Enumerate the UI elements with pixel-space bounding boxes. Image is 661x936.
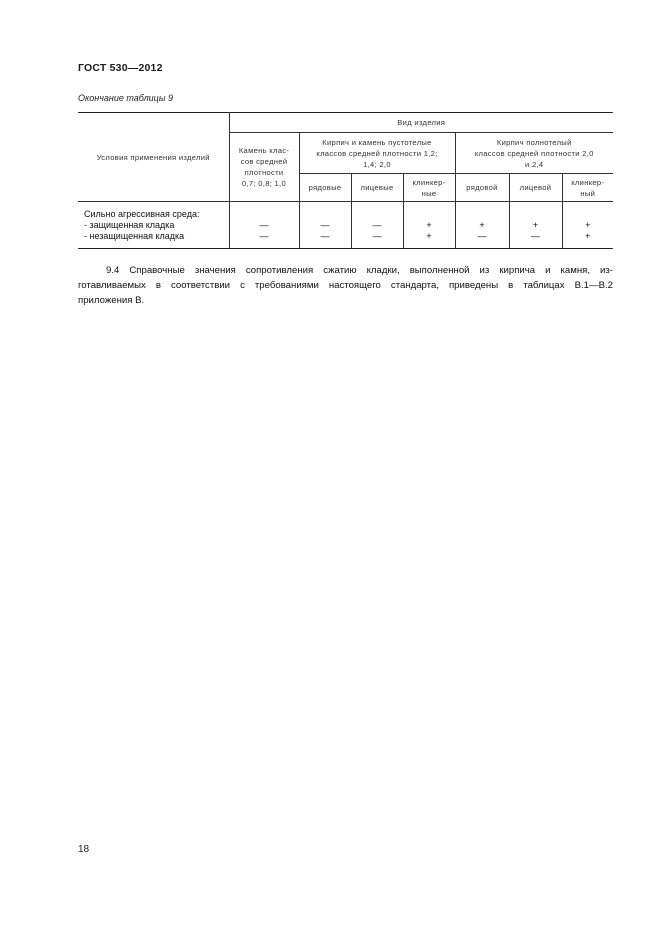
cell-stone: — — xyxy=(229,202,299,249)
paragraph-line: готавливаемых в соответствии с требованиями настоящего стандарта, приведены в таблицах В.1—В.2 xyxy=(78,280,613,291)
cell-solid-ordinary: + — xyxy=(455,202,509,249)
header-condition: Условия применения изделий xyxy=(78,113,229,202)
paragraph-line: приложения В. xyxy=(78,295,145,306)
table-caption: Окончание таблицы 9 xyxy=(78,93,173,103)
header-solid-facing: лицевой xyxy=(509,174,562,202)
document-header: ГОСТ 530—2012 xyxy=(78,62,163,74)
cell-hollow-ordinary: — — xyxy=(299,202,351,249)
header-solid-ordinary: рядовой xyxy=(455,174,509,202)
header-product-type: Вид изделия xyxy=(229,113,613,133)
header-hollow-facing: лицевые xyxy=(351,174,403,202)
paragraph-9-4 xyxy=(78,263,613,308)
table-9 xyxy=(78,112,613,249)
cell-hollow-facing: — — xyxy=(351,202,403,249)
paragraph-line: 9.4 Справочные значения сопротивления сжатию кладки, выполненной из кирпича и камня, из- xyxy=(106,265,613,276)
cell-solid-facing: + — xyxy=(509,202,562,249)
header-hollow-ordinary: рядовые xyxy=(299,174,351,202)
header-solid-clinker: клинкер- ный xyxy=(562,174,613,202)
page-number: 18 xyxy=(78,844,90,855)
header-hollow-brick: Кирпич и камень пустотелые классов средней плотности 1,2; 1,4; 2,0 xyxy=(299,133,455,174)
header-solid-brick: Кирпич полнотелый классов средней плотности 2,0 и 2,4 xyxy=(455,133,613,174)
cell-solid-clinker: + + xyxy=(562,202,613,249)
header-hollow-clinker: клинкер- ные xyxy=(403,174,455,202)
row-condition: Сильно агрессивная среда: - защищенная кладка - незащищенная кладка xyxy=(78,202,229,249)
header-stone: Камень клас- сов средней плотности 0,7; 0,8; 1,0 xyxy=(229,133,299,202)
cell-hollow-clinker: + + xyxy=(403,202,455,249)
table-row xyxy=(78,202,613,249)
